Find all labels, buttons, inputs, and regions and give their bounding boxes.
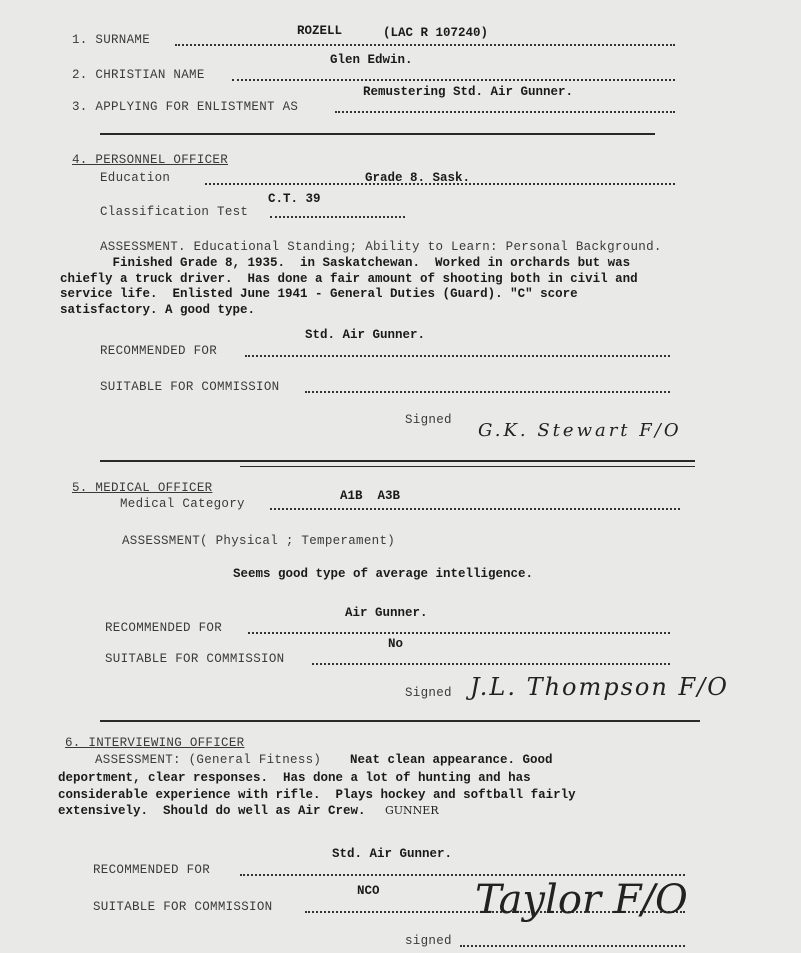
interviewing-recommended-dots xyxy=(240,874,685,876)
enlistment-dots xyxy=(335,111,675,113)
personnel-signature: G.K. Stewart F/O xyxy=(478,420,682,441)
medical-commission-dots xyxy=(312,663,670,665)
section-divider xyxy=(100,720,700,722)
medical-heading: 5. MEDICAL OFFICER xyxy=(72,481,213,495)
assessment-line: service life. Enlisted June 1941 - General Duties (Guard). "C" score xyxy=(60,287,578,301)
assessment-line: Finished Grade 8, 1935. in Saskatchewan. Worked in orchards but was xyxy=(60,256,631,270)
medical-assessment-text: Seems good type of average intelligence. xyxy=(233,567,534,581)
medical-category-value: A1B A3B xyxy=(340,489,401,503)
personnel-recommended-label: RECOMMENDED FOR xyxy=(100,344,218,358)
medical-recommended-dots xyxy=(248,632,670,634)
medical-recommended-value: Air Gunner. xyxy=(345,606,428,620)
personnel-signed-label: Signed xyxy=(405,413,452,427)
christian-name-label: 2. CHRISTIAN NAME xyxy=(72,68,205,82)
medical-assessment-label: ASSESSMENT( Physical ; Temperament) xyxy=(122,534,396,548)
assessment-line: extensively. Should do well as Air Crew. xyxy=(58,804,366,818)
assessment-line: Neat clean appearance. Good xyxy=(350,753,553,767)
medical-signed-label: Signed xyxy=(405,686,452,700)
section-divider xyxy=(100,133,655,135)
medical-category-dots xyxy=(270,508,680,510)
assessment-line: chiefly a truck driver. Has done a fair amount of shooting both in civil and xyxy=(60,271,638,286)
interviewing-commission-value: NCO xyxy=(357,884,380,898)
medical-category-label: Medical Category xyxy=(120,497,245,511)
surname-dots xyxy=(175,44,675,46)
personnel-assessment-text xyxy=(60,256,638,318)
enlistment-value: Remustering Std. Air Gunner. xyxy=(363,85,574,99)
interviewing-signed-label: signed xyxy=(405,934,452,948)
interviewing-heading: 6. INTERVIEWING OFFICER xyxy=(65,736,245,750)
christian-name-value: Glen Edwin. xyxy=(330,53,413,67)
classification-value: C.T. 39 xyxy=(268,192,321,206)
handwritten-correction: GUNNER xyxy=(385,804,439,817)
enlistment-label: 3. APPLYING FOR ENLISTMENT AS xyxy=(72,100,299,114)
service-number: (LAC R 107240) xyxy=(383,26,489,40)
surname-label: 1. SURNAME xyxy=(72,33,151,47)
interviewing-commission-label: SUITABLE FOR COMMISSION xyxy=(93,900,273,914)
education-label: Education xyxy=(100,171,171,185)
interviewing-assessment-label: ASSESSMENT: (General Fitness) xyxy=(95,753,322,767)
medical-commission-value: No xyxy=(388,637,404,651)
interviewing-signed-dots xyxy=(460,945,685,947)
assessment-line: satisfactory. A good type. xyxy=(60,302,256,317)
interviewing-assessment-text xyxy=(58,770,576,820)
personnel-heading: 4. PERSONNEL OFFICER xyxy=(72,153,229,167)
section-divider xyxy=(100,460,695,462)
interviewing-recommended-value: Std. Air Gunner. xyxy=(332,847,453,861)
personnel-recommended-value: Std. Air Gunner. xyxy=(305,328,426,342)
interviewing-assessment-line xyxy=(350,753,553,769)
personnel-assessment-label: ASSESSMENT. Educational Standing; Ability to Learn: Personal Background. xyxy=(100,240,662,254)
medical-signature: J.L. Thompson F/O xyxy=(470,673,729,701)
personnel-commission-label: SUITABLE FOR COMMISSION xyxy=(100,380,280,394)
medical-recommended-label: RECOMMENDED FOR xyxy=(105,621,223,635)
assessment-line: deportment, clear responses. Has done a lot of hunting and has xyxy=(58,771,531,785)
personnel-commission-dots xyxy=(305,391,670,393)
interviewing-signature: Taylor F/O xyxy=(475,877,688,923)
assessment-line: considerable experience with rifle. Plays hockey and softball fairly xyxy=(58,787,576,802)
classification-dots xyxy=(270,216,405,218)
surname-value: ROZELL xyxy=(297,24,343,38)
education-value: Grade 8. Sask. xyxy=(365,171,471,185)
section-divider xyxy=(240,466,695,467)
medical-commission-label: SUITABLE FOR COMMISSION xyxy=(105,652,285,666)
christian-name-dots xyxy=(232,79,675,81)
classification-label: Classification Test xyxy=(100,205,249,219)
personnel-recommended-dots xyxy=(245,355,670,357)
interviewing-recommended-label: RECOMMENDED FOR xyxy=(93,863,211,877)
